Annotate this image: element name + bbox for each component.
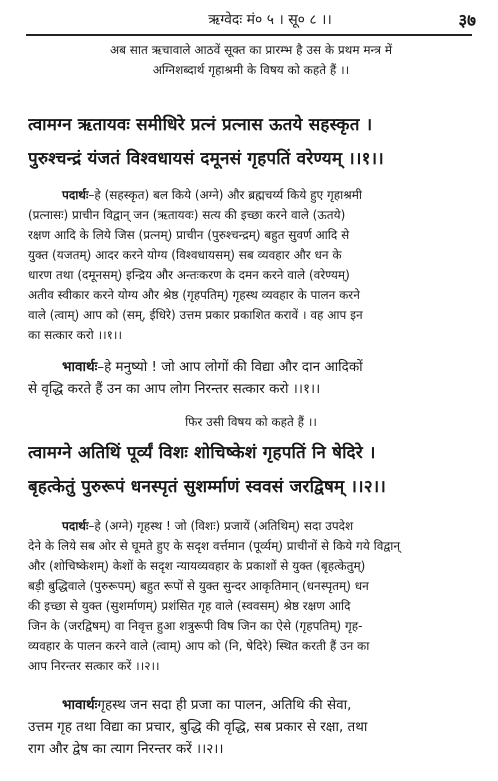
padartha-line: युक्त (यजतम्) आदर करने योग्य (विश्वधायसम्) सब व्यवहार और धन के: [28, 248, 342, 262]
section1-intro: [28, 40, 474, 80]
padartha-line: धारण तथा (दमूनसम्) इन्द्रिय और अन्तःकरण के दमन करने वाले (वरेण्यम्): [28, 268, 350, 282]
intro-line: अब सात ऋचावाले आठवें सूक्त का प्रारम्भ है उस के प्रथम मन्त्र में: [109, 43, 393, 57]
page-header: [60, 6, 480, 32]
padartha-line: [28, 185, 474, 205]
header-rule: [26, 34, 472, 36]
padartha-label: पदार्थः: [62, 519, 89, 533]
padartha-line: आप निरन्तर सत्कार करें ।।२।।: [28, 659, 160, 673]
bhavartha-text: गृहस्थ जन सदा ही प्रजा का पालन, अतिथि की सेवा,: [97, 697, 352, 713]
mantra-line: त्वामग्न ऋतायवः समीधिरे प्रत्नं प्रत्नास ऊतये सहस्कृत ।: [28, 115, 373, 135]
padartha-line: जिन के (जरद्विषम्) वा निवृत्त हुआ शत्रुरूपी विष जिन का ऐसे (गृहपतिम्) गृह-: [28, 619, 363, 633]
mantra-line: पुरुश्चन्द्रं यंजतं विश्वधायसं दमूनसं गृहपतिं वरेण्यम् ।।१।।: [28, 149, 384, 169]
bhavartha-line: [28, 356, 474, 378]
bhavartha-label: भावार्थः: [62, 359, 98, 375]
padartha-text: –हे (अग्ने) गृहस्थ ! जो (विशः) प्रजायें (अतिथिम्) सदा उपदेश: [88, 519, 354, 533]
padartha-line: देने के लिये सब ओर से घूमते हुए के सदृश वर्त्तमान (पूर्व्यम्) प्राचीनों से किये गये विद्वान्: [28, 539, 401, 553]
bhavartha-line: राग और द्वेष का त्याग निरन्तर करें ।।२।।: [28, 741, 224, 757]
section2-intro: [28, 412, 474, 432]
mantra-1: [28, 112, 474, 172]
running-title: ऋग्वेदः मं० ५ । सू० ८ ।।: [208, 12, 332, 28]
padartha-line: बड़ी बुद्धिवाले (पुरुरूपम्) बहुत रूपों से युक्त सुन्दर आकृतिमान् (धनस्पृतम्) धन: [28, 579, 369, 593]
padartha-line: (प्रत्नासः) प्राचीन विद्वान् जन (ऋतायवः) सत्य की इच्छा करने वाले (ऊतये): [28, 208, 346, 222]
padartha-2: [28, 516, 474, 676]
bhavartha-2: [28, 694, 474, 760]
padartha-line: वाले (त्वाम्) आप को (सम्, ईधिरे) उत्तम प्रकार प्रकाशित करावें । वह आप इन: [28, 308, 363, 322]
padartha-line: की इच्छा से युक्त (सुशर्माणम्) प्रशंसित गृह वाले (स्ववसम्) श्रेष्ठ रक्षण आदि: [28, 599, 351, 613]
padartha-line: और (शोचिष्केशम्) केशों के सदृश न्यायव्यवहार के प्रकाशों से युक्त (बृहत्केतुम्): [28, 559, 366, 573]
padartha-text: –हे (सहस्कृत) बल किये (अग्ने) और ब्रह्मचर्य्य किये हुए गृहाश्रमी: [88, 188, 362, 202]
intro-line: फिर उसी विषय को कहते हैं ।।: [185, 415, 317, 429]
padartha-line: [28, 516, 474, 536]
bhavartha-line: [28, 694, 474, 716]
bhavartha-line: से वृद्धि करते हैं उन का आप लोग निरन्तर सत्कार करो ।।१।।: [28, 381, 321, 397]
page-number: ३७: [458, 11, 476, 31]
padartha-1: [28, 185, 474, 345]
bhavartha-label: भावार्थः: [62, 697, 98, 713]
mantra-line: बृहत्केतुं पुरुरूपं धनस्पृतं सुशर्म्माणं स्ववसं जरद्विषम् ।।२।।: [28, 477, 387, 497]
padartha-label: पदार्थः: [62, 188, 89, 202]
mantra-2: [28, 440, 474, 500]
bhavartha-line: उत्तम गृह तथा विद्या का प्रचार, बुद्धि की वृद्धि, सब प्रकार से रक्षा, तथा: [28, 719, 368, 735]
padartha-line: अतीव स्वीकार करने योग्य और श्रेष्ठ (गृहपतिम्) गृहस्थ व्यवहार के पालन करने: [28, 288, 360, 302]
mantra-line: त्वामग्ने अतिथिं पूर्व्यं विशः शोचिष्केशं गृहपतिं नि षेदिरे ।: [28, 443, 376, 463]
bhavartha-text: –हे मनुष्यो ! जो आप लोगों की विद्या और दान आदिकों: [97, 359, 363, 375]
padartha-line: का सत्कार करो ।।१।।: [28, 328, 123, 342]
padartha-line: रक्षण आदि के लिये जिस (प्रत्नम्) प्राचीन (पुरुश्चन्द्रम्) बहुत सुवर्ण आदि से: [28, 228, 350, 242]
intro-line: अग्निशब्दार्थ गृहाश्रमी के विषय को कहते हैं ।।: [152, 63, 350, 77]
bhavartha-1: [28, 356, 474, 400]
padartha-line: व्यवहार के पालन करने वाले (त्वाम्) आप को (नि, षेदिरे) स्थित करती हैं उन का: [28, 639, 370, 653]
